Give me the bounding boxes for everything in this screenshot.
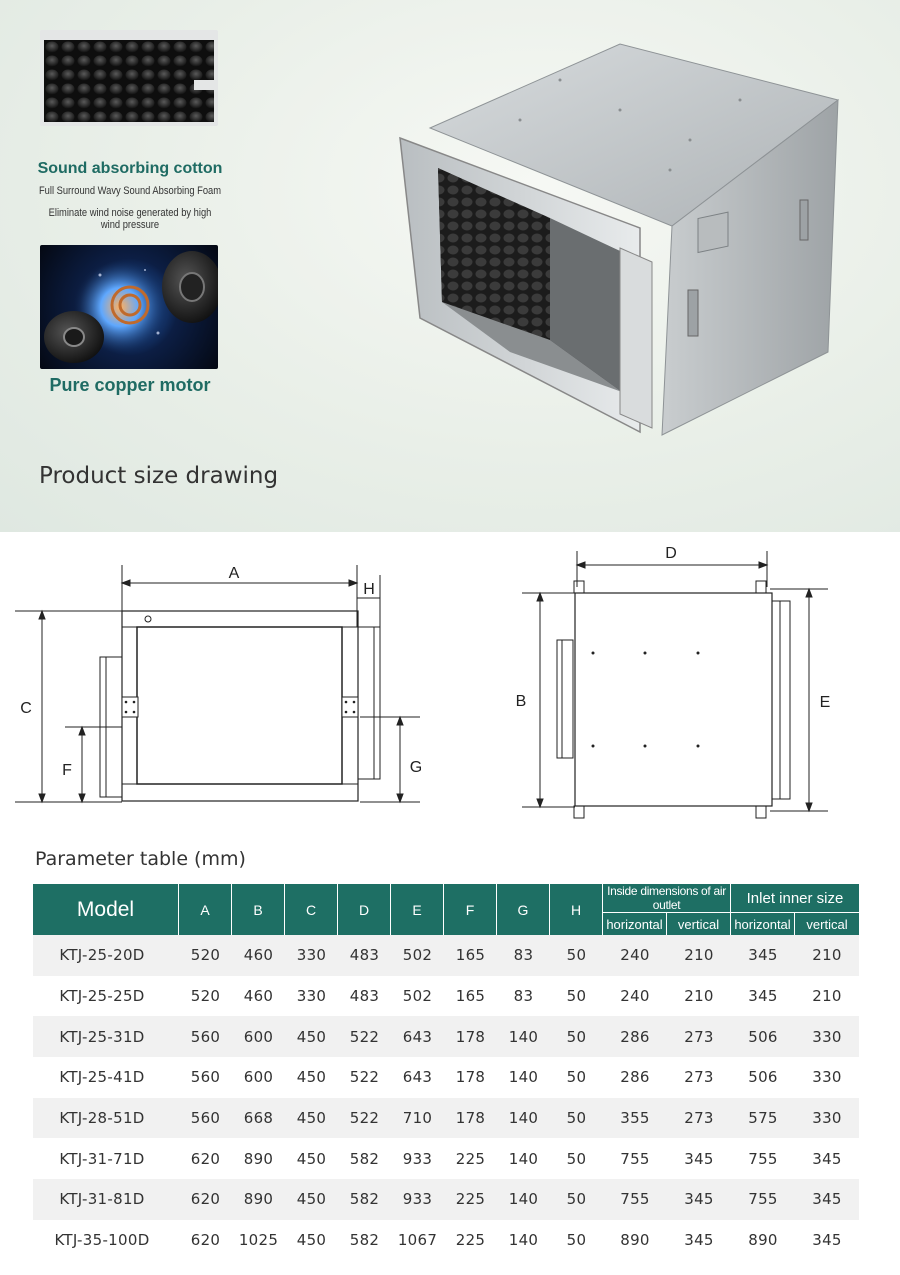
header-inlet-horizontal: horizontal — [731, 913, 795, 935]
header-model: Model — [33, 884, 179, 935]
hero-section — [0, 0, 900, 532]
value-cell: 345 — [684, 1231, 714, 1250]
value-cell: 890 — [748, 1231, 778, 1250]
value-cell: 50 — [550, 1016, 603, 1057]
header-g: G — [497, 884, 550, 935]
value-cell: 286 — [620, 1068, 650, 1087]
value-cell: 1025 — [238, 1231, 279, 1250]
value-cell: 225 — [455, 1149, 486, 1168]
value-cell: 582 — [338, 1179, 391, 1220]
dim-label-g: G — [409, 759, 423, 776]
table-row — [33, 1057, 859, 1098]
value-cell: 330 — [296, 987, 327, 1006]
value-cell: 600 — [232, 1016, 285, 1057]
value-cell: 330 — [795, 1016, 859, 1057]
value-cell: 210 — [812, 987, 842, 1006]
value-cell: 50 — [550, 1098, 603, 1139]
value-cell: 210 — [795, 935, 859, 976]
value-cell: 520 — [179, 935, 232, 976]
header-a: A — [179, 884, 232, 935]
value-cell: 502 — [391, 935, 444, 976]
header-c: C — [285, 884, 338, 935]
value-cell: 345 — [731, 935, 795, 976]
value-cell: 890 — [243, 1149, 274, 1168]
value-cell: 643 — [402, 1068, 433, 1087]
table-row — [33, 1138, 859, 1179]
value-cell: 286 — [603, 1016, 667, 1057]
model-cell: KTJ-31-81D — [33, 1179, 179, 1220]
table-row — [33, 1179, 859, 1220]
value-cell: 460 — [232, 935, 285, 976]
value-cell: 225 — [444, 1179, 497, 1220]
value-cell: 140 — [497, 1016, 550, 1057]
front-view-drawing — [0, 545, 440, 810]
feature-line-1: Full Surround Wavy Sound Absorbing Foam — [38, 185, 222, 197]
value-cell: 450 — [296, 1149, 327, 1168]
dim-label-e: E — [819, 694, 831, 711]
value-cell: 506 — [748, 1068, 778, 1087]
value-cell: 273 — [684, 1068, 714, 1087]
value-cell: 210 — [684, 987, 714, 1006]
value-cell: 582 — [349, 1231, 380, 1250]
value-cell: 50 — [550, 1179, 603, 1220]
value-cell: 582 — [349, 1149, 380, 1168]
parameter-table-title: Parameter table (mm) — [35, 848, 246, 870]
value-cell: 50 — [566, 987, 587, 1006]
value-cell: 1067 — [397, 1231, 438, 1250]
value-cell: 140 — [508, 1149, 539, 1168]
value-cell: 450 — [285, 1179, 338, 1220]
value-cell: 210 — [667, 935, 731, 976]
value-cell: 755 — [748, 1149, 778, 1168]
value-cell: 355 — [603, 1098, 667, 1139]
header-b: B — [232, 884, 285, 935]
feature-line-2: Eliminate wind noise generated by high wind pressure — [48, 207, 212, 231]
model-cell: KTJ-25-41D — [59, 1068, 145, 1087]
value-cell: 755 — [731, 1179, 795, 1220]
value-cell: 140 — [497, 1098, 550, 1139]
value-cell: 140 — [497, 1179, 550, 1220]
header-outlet-group: Inside dimensions of air outlet — [603, 884, 731, 913]
dim-label-a: A — [228, 565, 240, 582]
value-cell: 502 — [402, 987, 433, 1006]
header-d: D — [338, 884, 391, 935]
dim-label-f: F — [62, 762, 72, 779]
value-cell: 933 — [391, 1179, 444, 1220]
value-cell: 273 — [667, 1016, 731, 1057]
value-cell: 50 — [566, 1068, 587, 1087]
value-cell: 520 — [190, 987, 221, 1006]
value-cell: 450 — [296, 1068, 327, 1087]
value-cell: 755 — [620, 1149, 650, 1168]
value-cell: 165 — [444, 935, 497, 976]
value-cell: 522 — [338, 1098, 391, 1139]
value-cell: 933 — [402, 1149, 433, 1168]
header-inlet-group: Inlet inner size — [731, 884, 859, 913]
value-cell: 345 — [667, 1179, 731, 1220]
header-outlet-vertical: vertical — [667, 913, 731, 935]
value-cell: 345 — [812, 1149, 842, 1168]
table-header — [33, 884, 859, 935]
model-cell: KTJ-35-100D — [54, 1231, 150, 1250]
table-body — [33, 935, 859, 1261]
value-cell: 460 — [243, 987, 274, 1006]
value-cell: 600 — [243, 1068, 274, 1087]
value-cell: 345 — [684, 1149, 714, 1168]
value-cell: 560 — [179, 1098, 232, 1139]
model-cell: KTJ-31-71D — [59, 1149, 145, 1168]
value-cell: 178 — [444, 1098, 497, 1139]
value-cell: 140 — [508, 1231, 539, 1250]
foam-panel-image — [40, 30, 218, 126]
dim-label-c: C — [20, 700, 32, 717]
motor-icon — [40, 245, 218, 369]
table-row — [33, 1016, 859, 1057]
value-cell: 178 — [455, 1068, 486, 1087]
value-cell: 140 — [508, 1068, 539, 1087]
value-cell: 560 — [179, 1016, 232, 1057]
value-cell: 450 — [285, 1098, 338, 1139]
feature-title-motor: Pure copper motor — [49, 375, 211, 395]
value-cell: 506 — [731, 1016, 795, 1057]
dim-label-h: H — [363, 581, 375, 598]
header-e: E — [391, 884, 444, 935]
value-cell: 345 — [812, 1231, 842, 1250]
value-cell: 330 — [795, 1098, 859, 1139]
parameter-table — [33, 884, 859, 1261]
header-f: F — [444, 884, 497, 935]
value-cell: 50 — [566, 1231, 587, 1250]
value-cell: 83 — [513, 987, 534, 1006]
value-cell: 50 — [566, 1149, 587, 1168]
dim-label-d: D — [665, 545, 677, 562]
value-cell: 330 — [812, 1068, 842, 1087]
header-inlet-vertical: vertical — [795, 913, 859, 935]
value-cell: 483 — [349, 987, 380, 1006]
value-cell: 620 — [190, 1231, 221, 1250]
model-cell: KTJ-25-31D — [33, 1016, 179, 1057]
value-cell: 755 — [603, 1179, 667, 1220]
dim-label-b: B — [515, 693, 527, 710]
model-cell: KTJ-25-25D — [59, 987, 145, 1006]
value-cell: 522 — [338, 1016, 391, 1057]
value-cell: 890 — [232, 1179, 285, 1220]
value-cell: 710 — [391, 1098, 444, 1139]
header-h: H — [550, 884, 603, 935]
value-cell: 240 — [603, 935, 667, 976]
value-cell: 83 — [497, 935, 550, 976]
value-cell: 450 — [296, 1231, 327, 1250]
motor-image — [40, 245, 218, 369]
product-image — [390, 40, 850, 440]
value-cell: 50 — [550, 935, 603, 976]
value-cell: 890 — [620, 1231, 650, 1250]
value-cell: 483 — [338, 935, 391, 976]
value-cell: 522 — [349, 1068, 380, 1087]
value-cell: 668 — [232, 1098, 285, 1139]
model-cell: KTJ-25-20D — [33, 935, 179, 976]
size-drawing-title: Product size drawing — [39, 463, 279, 489]
value-cell: 620 — [190, 1149, 221, 1168]
side-view-drawing — [500, 535, 850, 825]
value-cell: 450 — [285, 1016, 338, 1057]
value-cell: 560 — [190, 1068, 221, 1087]
value-cell: 273 — [667, 1098, 731, 1139]
value-cell: 643 — [391, 1016, 444, 1057]
value-cell: 240 — [620, 987, 650, 1006]
table-row — [33, 976, 859, 1017]
value-cell: 178 — [444, 1016, 497, 1057]
header-outlet-horizontal: horizontal — [603, 913, 667, 935]
table-row — [33, 1098, 859, 1139]
value-cell: 345 — [748, 987, 778, 1006]
value-cell: 225 — [455, 1231, 486, 1250]
model-cell: KTJ-28-51D — [33, 1098, 179, 1139]
value-cell: 575 — [731, 1098, 795, 1139]
value-cell: 165 — [455, 987, 486, 1006]
table-row — [33, 1220, 859, 1261]
value-cell: 330 — [285, 935, 338, 976]
value-cell: 345 — [795, 1179, 859, 1220]
foam-texture-icon — [44, 40, 214, 122]
value-cell: 620 — [179, 1179, 232, 1220]
feature-title-foam: Sound absorbing cotton — [37, 160, 223, 177]
table-row — [33, 935, 859, 976]
